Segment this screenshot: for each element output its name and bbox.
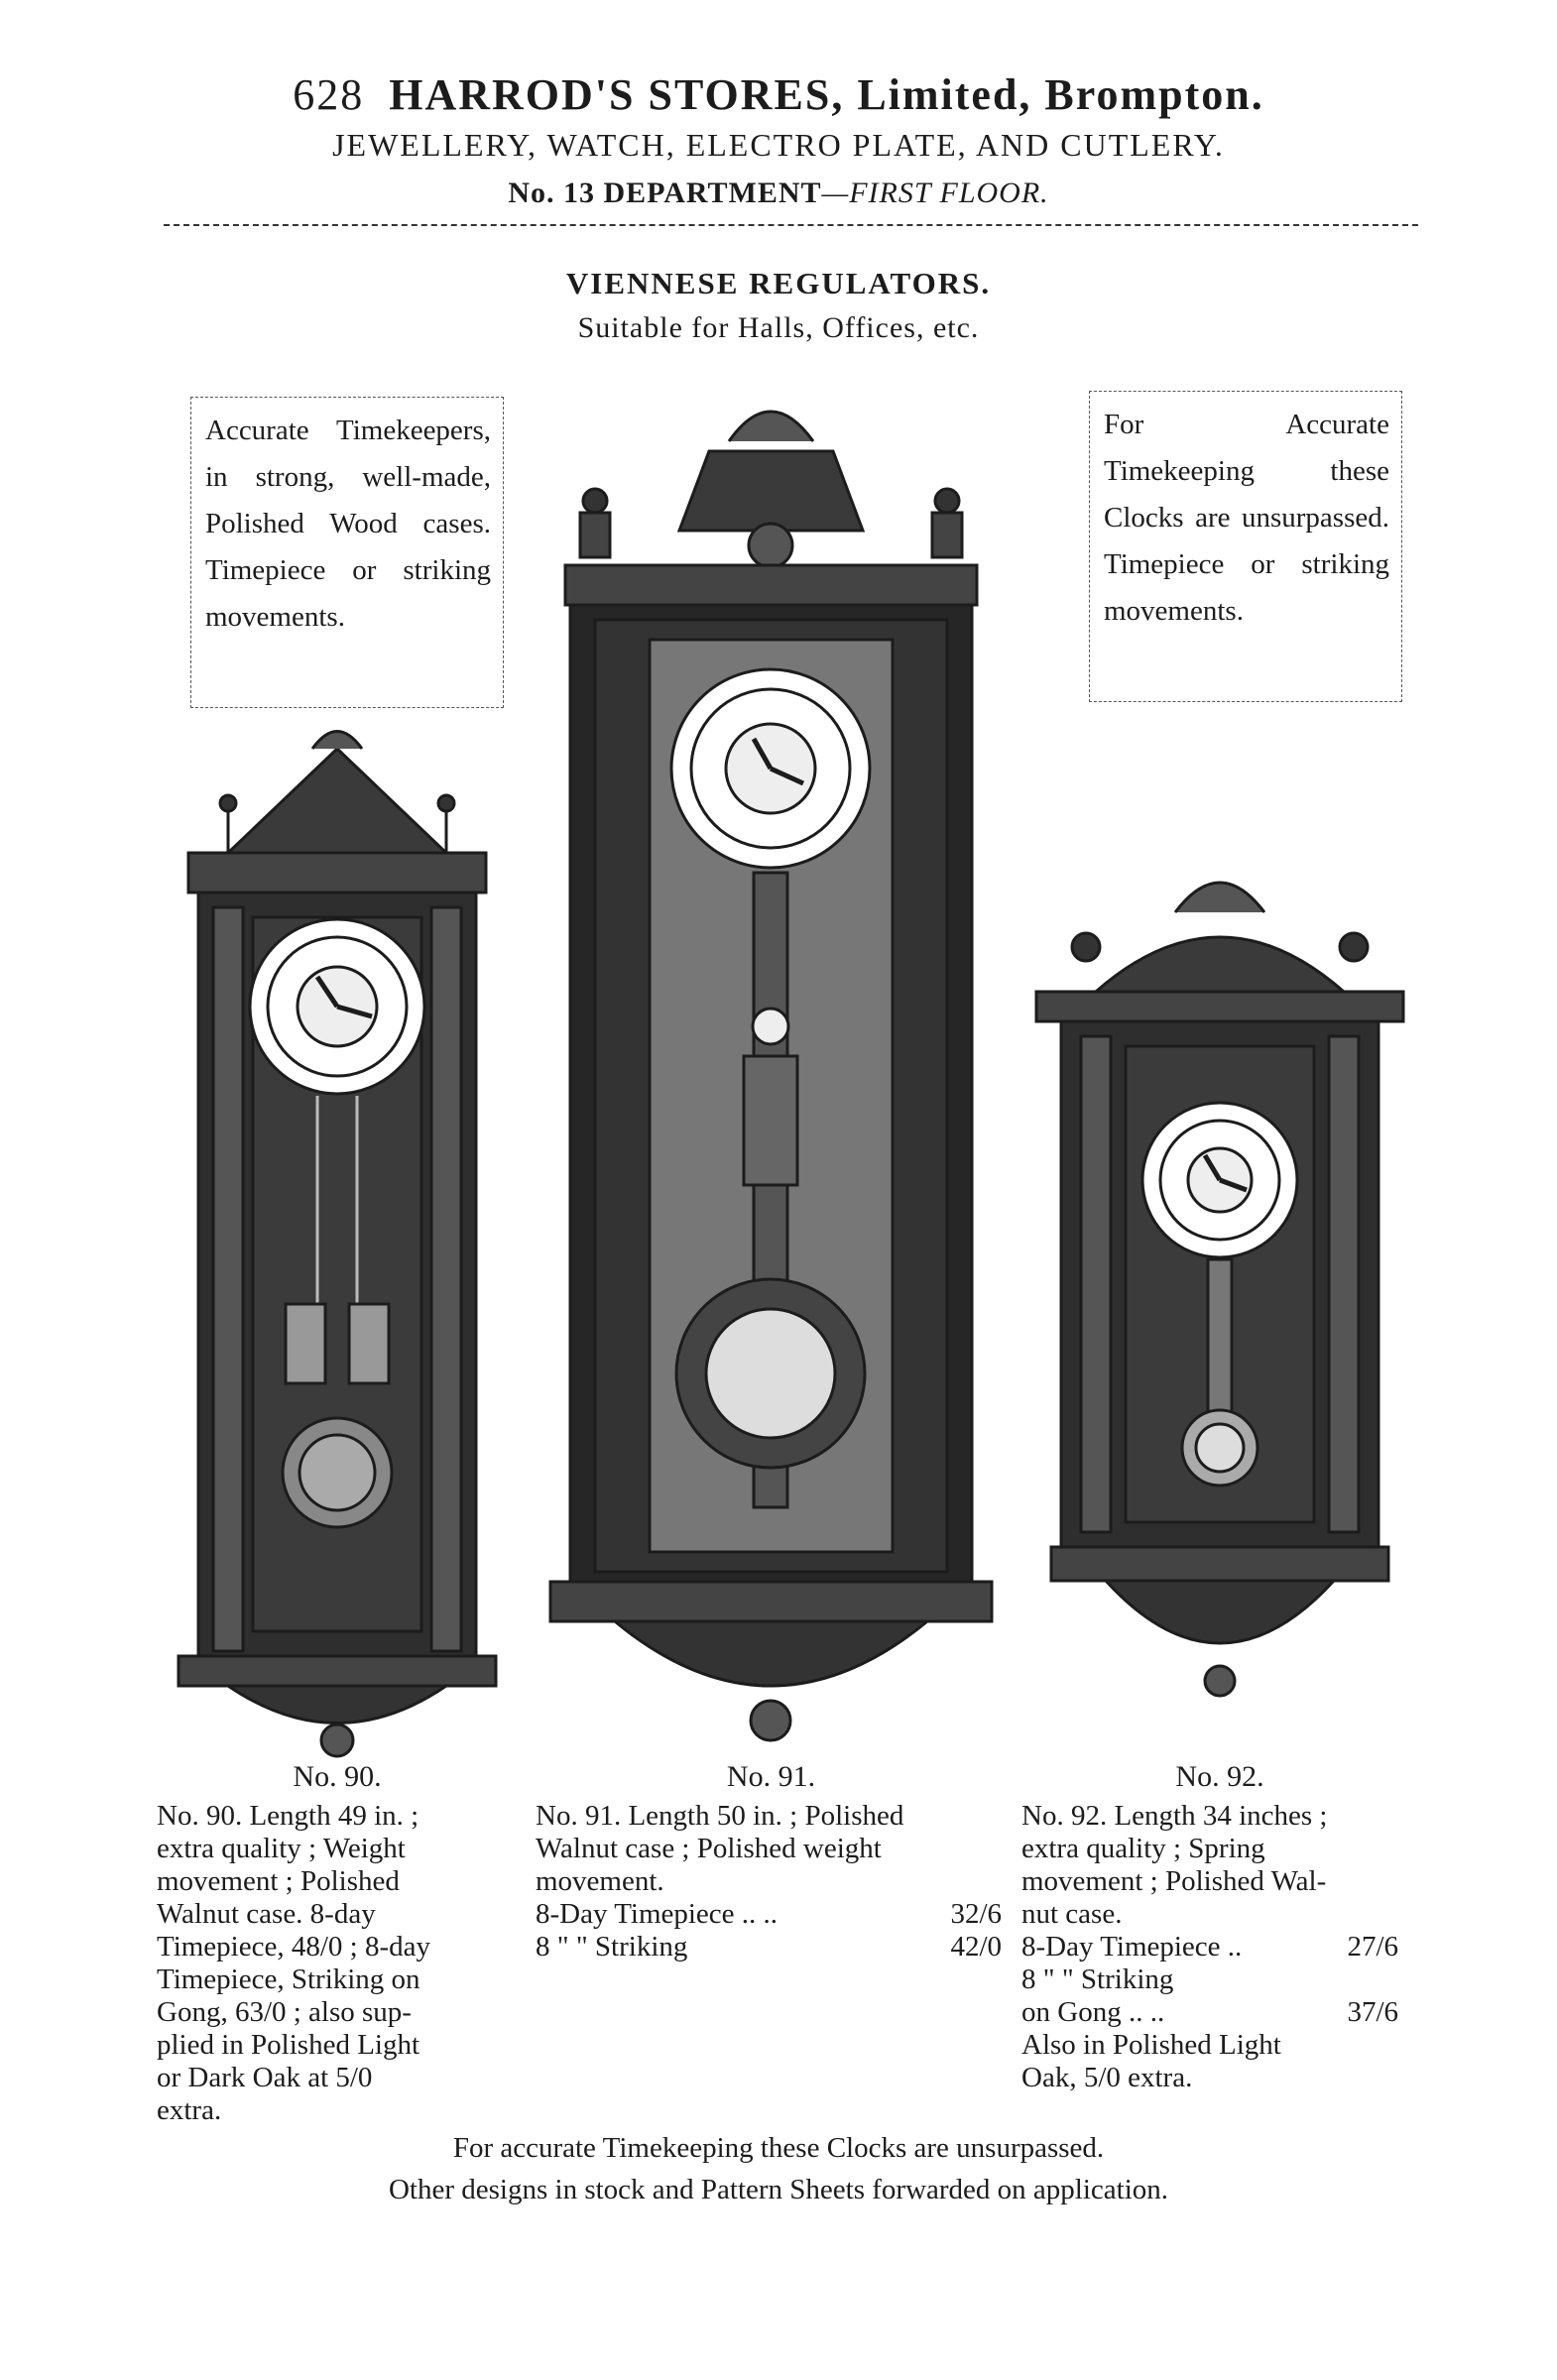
- description-line: plied in Polished Light: [157, 2029, 420, 2061]
- price-label: 8 " " Striking: [1021, 1964, 1174, 1995]
- description-line: or Dark Oak at 5/0: [157, 2062, 373, 2093]
- price-row: [1021, 1964, 1398, 1996]
- price-label: on Gong .. ..: [1021, 1996, 1165, 2028]
- description-line: Walnut case. 8-day: [157, 1898, 376, 1930]
- description-note: Oak, 5/0 extra.: [1021, 2062, 1193, 2093]
- description-91: [536, 1800, 1002, 1964]
- description-line: movement.: [536, 1865, 664, 1897]
- clock-92-illustration: [1026, 853, 1413, 1745]
- price-label: 8-Day Timepiece .. ..: [536, 1898, 778, 1930]
- description-90: [157, 1800, 514, 2127]
- store-header: [0, 69, 1557, 120]
- section-title: VIENNESE REGULATORS.: [565, 266, 992, 300]
- clock-91-illustration: [540, 382, 1002, 1750]
- price-row: [536, 1898, 1002, 1931]
- price-label: 8 " " Striking: [536, 1931, 688, 1963]
- description-line: Timepiece, 48/0 ; 8-day: [157, 1931, 430, 1963]
- page-number: 628: [293, 70, 365, 119]
- description-line: extra quality ; Weight: [157, 1833, 406, 1864]
- description-92: [1021, 1800, 1398, 2094]
- callout-left: Accurate Timekeepers, in strong, well-made, Polished Wood cases. Timepiece or striking movements.: [190, 397, 504, 708]
- price-row: [1021, 1931, 1398, 1964]
- description-line: No. 90. Length 49 in. ;: [157, 1800, 419, 1832]
- store-name: HARROD'S STORES, Limited, Brompton.: [389, 70, 1264, 119]
- description-line: No. 91. Length 50 in. ; Polished: [536, 1800, 904, 1832]
- floor-line: [0, 177, 1557, 210]
- footer-line-2: Other designs in stock and Pattern Sheets forwarded on application.: [388, 2174, 1169, 2205]
- description-line: No. 92. Length 34 inches ;: [1021, 1800, 1328, 1832]
- header-divider: [164, 224, 1418, 226]
- caption-91: No. 91.: [726, 1760, 816, 1793]
- description-line: movement ; Polished: [157, 1865, 400, 1897]
- price-row: [536, 1931, 1002, 1964]
- description-line: Walnut case ; Polished weight: [536, 1833, 882, 1864]
- price-value: 37/6: [1347, 1996, 1398, 2028]
- callout-right: For Accurate Timekeeping these Clocks are unsurpassed. Timepiece or striking movements.: [1089, 391, 1402, 702]
- caption-90: No. 90.: [293, 1760, 382, 1793]
- caption-92: No. 92.: [1175, 1760, 1264, 1793]
- description-line: extra quality ; Spring: [1021, 1833, 1265, 1864]
- price-value: 27/6: [1347, 1931, 1398, 1963]
- section-subtitle: Suitable for Halls, Offices, etc.: [577, 311, 980, 344]
- price-value: 32/6: [950, 1898, 1002, 1930]
- description-line: nut case.: [1021, 1898, 1123, 1930]
- description-line: Gong, 63/0 ; also sup-: [157, 1996, 412, 2028]
- price-row: [1021, 1996, 1398, 2029]
- description-note: Also in Polished Light: [1021, 2029, 1281, 2061]
- description-line: extra.: [157, 2094, 222, 2126]
- floor-line-italic: —FIRST FLOOR.: [821, 177, 1049, 209]
- footer-line-1: For accurate Timekeeping these Clocks are unsurpassed.: [452, 2132, 1105, 2164]
- department-line: JEWELLERY, WATCH, ELECTRO PLATE, AND CUTLERY.: [332, 127, 1225, 163]
- floor-line-bold: No. 13 DEPARTMENT: [508, 177, 822, 209]
- price-label: 8-Day Timepiece ..: [1021, 1931, 1243, 1963]
- price-value: 42/0: [950, 1931, 1002, 1963]
- description-line: Timepiece, Striking on: [157, 1964, 420, 1995]
- clock-90-illustration: [169, 709, 506, 1760]
- description-line: movement ; Polished Wal-: [1021, 1865, 1327, 1897]
